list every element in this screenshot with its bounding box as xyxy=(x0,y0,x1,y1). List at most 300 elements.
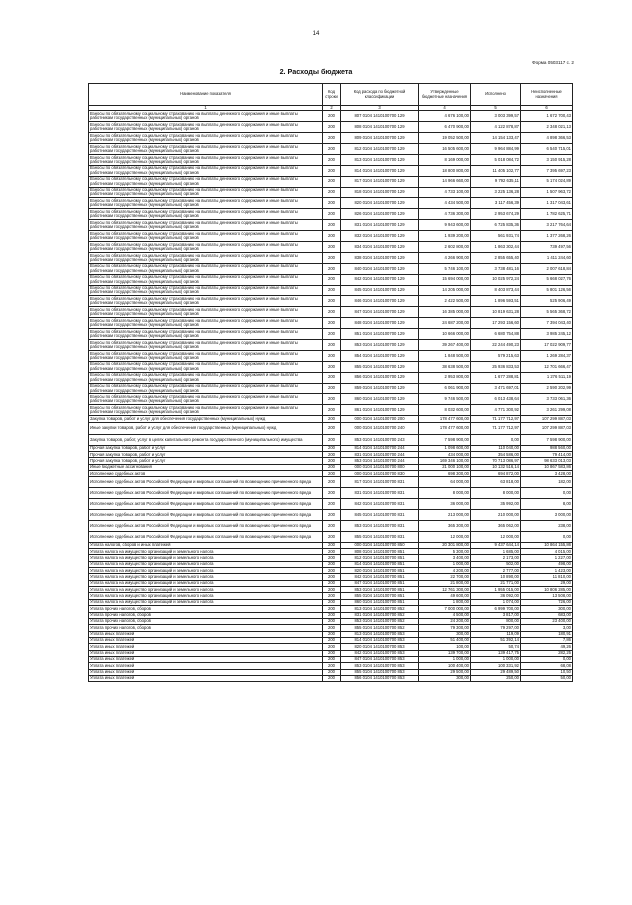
table-row xyxy=(89,383,573,394)
row-name: Взносы по обязательному социальному страхованию на выплаты денежного содержания и иные выплаты работникам государственных (муниципальных) органов xyxy=(89,111,323,122)
row-classification-code: 861 0104 1410100700 129 xyxy=(341,405,419,416)
row-unexecuted: 4 015,00 xyxy=(521,549,573,555)
row-line-code: 200 xyxy=(323,599,341,605)
row-classification-code: 855 0104 1410100700 853 xyxy=(341,669,419,675)
table-row xyxy=(89,488,573,499)
row-unexecuted: 683,00 xyxy=(521,612,573,618)
row-line-code: 200 xyxy=(323,510,341,521)
row-name: Уплата прочих налогов, сборов xyxy=(89,618,323,624)
row-line-code: 200 xyxy=(323,606,341,612)
table-body xyxy=(89,111,573,682)
row-approved: 64 000,00 xyxy=(419,477,471,488)
row-approved: 14 205 000,00 xyxy=(419,285,471,296)
row-line-code: 200 xyxy=(323,477,341,488)
row-name: Взносы по обязательному социальному страхованию на выплаты денежного содержания и иные выплаты работникам государственных (муниципальных) органов xyxy=(89,394,323,405)
row-unexecuted: 1 672 700,43 xyxy=(521,111,573,122)
row-unexecuted: 17 022 909,77 xyxy=(521,340,573,351)
row-executed: 210 000,00 xyxy=(471,510,521,521)
row-line-code: 200 xyxy=(323,542,341,548)
row-unexecuted: 10,50 xyxy=(521,669,573,675)
row-line-code: 200 xyxy=(323,555,341,561)
row-name: Взносы по обязательному социальному страхованию на выплаты денежного содержания и иные выплаты работникам государственных (муниципальных) органов xyxy=(89,296,323,307)
row-approved: 4 500,00 xyxy=(419,612,471,618)
table-row xyxy=(89,372,573,383)
table-row xyxy=(89,394,573,405)
row-name: Уплата налога на имущество организаций и земельного налога xyxy=(89,561,323,567)
row-approved: 5 746 100,00 xyxy=(419,263,471,274)
row-line-code: 200 xyxy=(323,165,341,176)
column-header-classification-code: Код расхода по бюджетной классификации xyxy=(341,84,419,106)
row-approved: 21 000 100,00 xyxy=(419,464,471,470)
row-classification-code: 834 0104 1410100700 129 xyxy=(341,241,419,252)
row-line-code: 200 xyxy=(323,405,341,416)
row-approved: 10 666 000,00 xyxy=(419,329,471,340)
row-line-code: 200 xyxy=(323,307,341,318)
row-name: Уплата налога на имущество организаций и земельного налога xyxy=(89,568,323,574)
row-name: Закупка товаров, работ, услуг в целях капитального ремонта государственного (муниципального) имущества xyxy=(89,434,323,445)
row-classification-code: 847 0104 1410100700 851 xyxy=(341,580,419,586)
row-unexecuted: 0,00 xyxy=(521,488,573,499)
row-name: Исполнение судебных актов Российской Федерации и мировых соглашений по возмещению причиненного вреда xyxy=(89,488,323,499)
row-unexecuted: 107 299 887,03 xyxy=(521,416,573,422)
row-line-code: 200 xyxy=(323,650,341,656)
row-executed: 1 677 288,81 xyxy=(471,372,521,383)
row-name: Прочая закупка товаров, работ и услуг xyxy=(89,452,323,458)
row-unexecuted: 5 801 126,56 xyxy=(521,285,573,296)
row-unexecuted: 1 507 963,72 xyxy=(521,187,573,198)
row-classification-code: 848 0104 1410100700 129 xyxy=(341,318,419,329)
row-line-code: 200 xyxy=(323,122,341,133)
row-approved: 24 687 200,00 xyxy=(419,318,471,329)
row-approved: 7 598 900,00 xyxy=(419,434,471,445)
column-number: 6 xyxy=(521,106,573,111)
row-executed: 354 586,00 xyxy=(471,452,521,458)
row-approved: 8 169 000,00 xyxy=(419,154,471,165)
row-approved: 4 736 300,00 xyxy=(419,209,471,220)
row-approved: 4 733 100,00 xyxy=(419,187,471,198)
table-row xyxy=(89,318,573,329)
row-line-code: 200 xyxy=(323,340,341,351)
row-classification-code: 855 0104 1410100700 831 xyxy=(341,531,419,542)
table-row xyxy=(89,154,573,165)
row-executed: 119,09 xyxy=(471,631,521,637)
page-number: 14 xyxy=(312,31,320,37)
row-executed: 35 992,00 xyxy=(471,499,521,510)
row-classification-code: 826 0104 1410100700 129 xyxy=(341,209,419,220)
row-name: Исполнение судебных актов Российской Федерации и мировых соглашений по возмещению причиненного вреда xyxy=(89,499,323,510)
table-row xyxy=(89,111,573,122)
table-row xyxy=(89,520,573,531)
table-row xyxy=(89,165,573,176)
row-executed: 3 003 399,57 xyxy=(471,111,521,122)
table-row xyxy=(89,231,573,242)
row-name: Уплата иных платежей xyxy=(89,637,323,643)
row-approved: 7 000 000,00 xyxy=(419,606,471,612)
row-approved: 22 700,00 xyxy=(419,574,471,580)
row-approved: 100 400,00 xyxy=(419,663,471,669)
row-unexecuted: 11 810,00 xyxy=(521,574,573,580)
row-unexecuted: 3 261 299,08 xyxy=(521,405,573,416)
row-approved: 178 477 600,00 xyxy=(419,416,471,422)
row-classification-code: 831 0104 1410100700 129 xyxy=(341,220,419,231)
row-approved: 15 694 000,00 xyxy=(419,274,471,285)
row-classification-code: 853 0104 1410100700 244 xyxy=(341,458,419,464)
row-approved: 3 400,00 xyxy=(419,555,471,561)
row-name: Взносы по обязательному социальному страхованию на выплаты денежного содержания и иные выплаты работникам государственных (муниципальных) органов xyxy=(89,187,323,198)
row-executed: 5 018 084,72 xyxy=(471,154,521,165)
row-executed: 365 062,00 xyxy=(471,520,521,531)
row-name: Взносы по обязательному социальному страхованию на выплаты денежного содержания и иные выплаты работникам государственных (муниципальных) органов xyxy=(89,122,323,133)
row-unexecuted: 2 007 618,84 xyxy=(521,263,573,274)
row-approved: 5 300,00 xyxy=(419,549,471,555)
column-header-name: Наименование показателя xyxy=(89,84,323,106)
row-line-code: 200 xyxy=(323,361,341,372)
row-approved: 29 500,00 xyxy=(419,669,471,675)
row-executed: 1 000,00 xyxy=(471,656,521,662)
table-row xyxy=(89,220,573,231)
row-name: Иные бюджетные ассигнования xyxy=(89,464,323,470)
row-classification-code: 855 0104 1410100700 129 xyxy=(341,361,419,372)
row-approved: 365 300,00 xyxy=(419,520,471,531)
table-row xyxy=(89,340,573,351)
table-row xyxy=(89,143,573,154)
row-name: Взносы по обязательному социальному страхованию на выплаты денежного содержания и иные выплаты работникам государственных (муниципальных) органов xyxy=(89,318,323,329)
row-executed: 3 225 136,28 xyxy=(471,187,521,198)
row-unexecuted: 7 394 043,40 xyxy=(521,318,573,329)
table-row xyxy=(89,187,573,198)
row-line-code: 200 xyxy=(323,675,341,681)
row-unexecuted: 180,91 xyxy=(521,631,573,637)
row-executed: 71 177 712,97 xyxy=(471,416,521,422)
row-line-code: 200 xyxy=(323,531,341,542)
table-row xyxy=(89,241,573,252)
row-name: Уплата прочих налогов, сборов xyxy=(89,612,323,618)
table-row xyxy=(89,531,573,542)
row-unexecuted: 10 806 285,00 xyxy=(521,587,573,593)
row-line-code: 200 xyxy=(323,488,341,499)
row-unexecuted: 282,25 xyxy=(521,650,573,656)
row-classification-code: 851 0104 1410100700 129 xyxy=(341,329,419,340)
row-classification-code: 847 0104 1410100700 129 xyxy=(341,307,419,318)
row-executed: 70 713 086,97 xyxy=(471,458,521,464)
column-header-executed: Исполнено xyxy=(471,84,521,106)
row-name: Взносы по обязательному социальному страхованию на выплаты денежного содержания и иные выплаты работникам государственных (муниципальных) органов xyxy=(89,307,323,318)
row-approved: 8 000,00 xyxy=(419,488,471,499)
header-row xyxy=(89,84,573,106)
column-number: 2 xyxy=(323,106,341,111)
row-unexecuted: 12 701 666,47 xyxy=(521,361,573,372)
row-name: Взносы по обязательному социальному страхованию на выплаты денежного содержания и иные выплаты работникам государственных (муниципальных) органов xyxy=(89,198,323,209)
row-unexecuted: 23 400,00 xyxy=(521,618,573,624)
row-executed: 50,74 xyxy=(471,644,521,650)
row-name: Взносы по обязательному социальному страхованию на выплаты денежного содержания и иные выплаты работникам государственных (муниципальных) органов xyxy=(89,165,323,176)
row-name: Уплата налога на имущество организаций и земельного налога xyxy=(89,555,323,561)
row-unexecuted: 498,00 xyxy=(521,561,573,567)
row-approved: 16 385 000,00 xyxy=(419,307,471,318)
row-executed: 139 417,75 xyxy=(471,650,521,656)
row-classification-code: 855 0104 1410100700 852 xyxy=(341,625,419,631)
row-unexecuted: 1 269 284,37 xyxy=(521,350,573,361)
row-line-code: 200 xyxy=(323,625,341,631)
row-line-code: 200 xyxy=(323,618,341,624)
row-approved: 1 848 500,00 xyxy=(419,350,471,361)
row-classification-code: 856 0104 1410100700 853 xyxy=(341,675,419,681)
row-unexecuted: 4 898 366,53 xyxy=(521,133,573,144)
row-classification-code: 842 0104 1410100700 129 xyxy=(341,274,419,285)
row-classification-code: 813 0104 1410100700 852 xyxy=(341,606,419,612)
row-name: Исполнение судебных актов Российской Федерации и мировых соглашений по возмещению причиненного вреда xyxy=(89,510,323,521)
row-classification-code: 000 0104 1410100700 200 xyxy=(341,416,419,422)
row-unexecuted: 3 985 245,12 xyxy=(521,329,573,340)
row-approved: 213 000,00 xyxy=(419,510,471,521)
row-executed: 2 777,00 xyxy=(471,568,521,574)
row-name: Уплата иных платежей xyxy=(89,644,323,650)
row-unexecuted: 726,00 xyxy=(521,599,573,605)
row-classification-code: 814 0104 1410100700 851 xyxy=(341,561,419,567)
row-approved: 21 800,00 xyxy=(419,580,471,586)
row-line-code: 200 xyxy=(323,231,341,242)
row-unexecuted: 3 000,00 xyxy=(521,510,573,521)
row-approved: 178 477 600,00 xyxy=(419,422,471,434)
row-unexecuted: 49,26 xyxy=(521,644,573,650)
row-line-code: 200 xyxy=(323,241,341,252)
row-classification-code: 845 0104 1410100700 831 xyxy=(341,510,419,521)
row-name: Взносы по обязательному социальному страхованию на выплаты денежного содержания и иные выплаты работникам государственных (муниципальных) органов xyxy=(89,209,323,220)
row-executed: 2 953 674,29 xyxy=(471,209,521,220)
row-executed: 1 863 302,44 xyxy=(471,241,521,252)
row-unexecuted: 3 217 764,64 xyxy=(521,220,573,231)
row-classification-code: 807 0104 1410100700 129 xyxy=(341,111,419,122)
row-name: Закупка товаров, работ и услуг для обеспечения государственных (муниципальных) нужд xyxy=(89,416,323,422)
row-approved: 14 966 660,00 xyxy=(419,176,471,187)
row-name: Взносы по обязательному социальному страхованию на выплаты денежного содержания и иные выплаты работникам государственных (муниципальных) органов xyxy=(89,329,323,340)
row-name: Уплата налогов, сборов и иных платежей xyxy=(89,542,323,548)
row-executed: 63 818,00 xyxy=(471,477,521,488)
row-approved: 4 266 900,00 xyxy=(419,252,471,263)
row-unexecuted: 107 299 887,03 xyxy=(521,422,573,434)
row-line-code: 200 xyxy=(323,154,341,165)
row-executed: 2 855 655,40 xyxy=(471,252,521,263)
row-unexecuted: 5 174 024,89 xyxy=(521,176,573,187)
row-unexecuted: 7,86 xyxy=(521,637,573,643)
table-row xyxy=(89,405,573,416)
row-executed: 4 122 878,87 xyxy=(471,122,521,133)
row-classification-code: 814 0104 1410100700 129 xyxy=(341,165,419,176)
row-executed: 29 489,50 xyxy=(471,669,521,675)
row-classification-code: 847 0104 1410100700 853 xyxy=(341,656,419,662)
row-executed: 51 392,14 xyxy=(471,637,521,643)
row-classification-code: 845 0104 1410100700 129 xyxy=(341,285,419,296)
row-approved: 6 061 900,00 xyxy=(419,383,471,394)
row-executed: 6 680 754,88 xyxy=(471,329,521,340)
row-line-code: 200 xyxy=(323,176,341,187)
row-line-code: 200 xyxy=(323,587,341,593)
row-line-code: 200 xyxy=(323,285,341,296)
row-line-code: 200 xyxy=(323,422,341,434)
row-name: Взносы по обязательному социальному страхованию на выплаты денежного содержания и иные выплаты работникам государственных (муниципальных) органов xyxy=(89,263,323,274)
row-name: Взносы по обязательному социальному страхованию на выплаты денежного содержания и иные выплаты работникам государственных (муниципальных) органов xyxy=(89,383,323,394)
row-executed: 1 896 593,51 xyxy=(471,296,521,307)
row-name: Взносы по обязательному социальному страхованию на выплаты денежного содержания и иные выплаты работникам государственных (муниципальных) органов xyxy=(89,176,323,187)
row-name: Прочая закупка товаров, работ и услуг xyxy=(89,458,323,464)
row-approved: 169 346 100,00 xyxy=(419,458,471,464)
row-classification-code: 813 0104 1410100700 129 xyxy=(341,154,419,165)
row-executed: 8 000,00 xyxy=(471,488,521,499)
row-executed: 694 872,00 xyxy=(471,471,521,477)
row-executed: 21 771,00 xyxy=(471,580,521,586)
row-approved: 4 434 500,00 xyxy=(419,198,471,209)
row-name: Прочая закупка товаров, работ и услуг xyxy=(89,445,323,451)
row-classification-code: 854 0104 1410100700 129 xyxy=(341,350,419,361)
row-name: Взносы по обязательному социальному страхованию на выплаты денежного содержания и иные выплаты работникам государственных (муниципальных) органов xyxy=(89,252,323,263)
row-executed: 0,00 xyxy=(471,434,521,445)
table-row xyxy=(89,350,573,361)
row-line-code: 200 xyxy=(323,274,341,285)
row-unexecuted: 2 348 021,13 xyxy=(521,122,573,133)
row-executed: 9 437 644,14 xyxy=(471,542,521,548)
row-unexecuted: 238,00 xyxy=(521,520,573,531)
row-classification-code: 860 0104 1410100700 129 xyxy=(341,394,419,405)
table-row xyxy=(89,296,573,307)
row-line-code: 200 xyxy=(323,471,341,477)
row-unexecuted: 6 540 715,01 xyxy=(521,143,573,154)
row-approved: 49 600,00 xyxy=(419,593,471,599)
row-approved: 4 676 100,00 xyxy=(419,111,471,122)
row-unexecuted: 1 411 244,60 xyxy=(521,252,573,263)
row-executed: 17 293 156,60 xyxy=(471,318,521,329)
row-approved: 4 200,00 xyxy=(419,568,471,574)
row-line-code: 200 xyxy=(323,568,341,574)
row-name: Уплата иных платежей xyxy=(89,631,323,637)
row-classification-code: 842 0104 1410100700 853 xyxy=(341,650,419,656)
row-classification-code: 817 0104 1410100700 129 xyxy=(341,176,419,187)
row-name: Уплата налога на имущество организаций и земельного налога xyxy=(89,580,323,586)
row-classification-code: 853 0104 1410100700 853 xyxy=(341,663,419,669)
row-unexecuted: 3,00 xyxy=(521,625,573,631)
row-line-code: 200 xyxy=(323,198,341,209)
row-executed: 10 890,00 xyxy=(471,574,521,580)
row-name: Уплата иных платежей xyxy=(89,656,323,662)
row-executed: 79 297,00 xyxy=(471,625,521,631)
row-approved: 38 638 500,00 xyxy=(419,361,471,372)
row-approved: 2 422 500,00 xyxy=(419,296,471,307)
row-name: Взносы по обязательному социальному страхованию на выплаты денежного содержания и иные выплаты работникам государственных (муниципальных) органов xyxy=(89,372,323,383)
row-name: Уплата налога на имущество организаций и земельного налога xyxy=(89,599,323,605)
row-line-code: 200 xyxy=(323,561,341,567)
row-executed: 12 000,00 xyxy=(471,531,521,542)
table-row xyxy=(89,329,573,340)
row-unexecuted: 79 414,00 xyxy=(521,452,573,458)
row-name: Взносы по обязательному социальному страхованию на выплаты денежного содержания и иные выплаты работникам государственных (муниципальных) органов xyxy=(89,274,323,285)
table-row xyxy=(89,133,573,144)
row-line-code: 200 xyxy=(323,329,341,340)
row-unexecuted: 3 733 061,36 xyxy=(521,394,573,405)
table-row xyxy=(89,252,573,263)
row-line-code: 200 xyxy=(323,593,341,599)
row-unexecuted: 1 317 043,61 xyxy=(521,198,573,209)
row-executed: 6 999 700,00 xyxy=(471,606,521,612)
row-approved: 2 602 800,00 xyxy=(419,241,471,252)
table-row xyxy=(89,122,573,133)
row-line-code: 200 xyxy=(323,644,341,650)
table-row xyxy=(89,422,573,434)
row-line-code: 200 xyxy=(323,549,341,555)
row-executed: 8 403 873,44 xyxy=(471,285,521,296)
row-classification-code: 832 0104 1410100700 129 xyxy=(341,231,419,242)
row-executed: 10 819 631,28 xyxy=(471,307,521,318)
row-executed: 22 244 490,23 xyxy=(471,340,521,351)
row-classification-code: 808 0104 1410100700 851 xyxy=(341,549,419,555)
row-approved: 300,00 xyxy=(419,675,471,681)
row-line-code: 200 xyxy=(323,318,341,329)
row-classification-code: 853 0104 1410100700 129 xyxy=(341,340,419,351)
row-approved: 12 761 300,00 xyxy=(419,587,471,593)
row-classification-code: 853 0104 1410100700 831 xyxy=(341,520,419,531)
row-approved: 79 300,00 xyxy=(419,625,471,631)
row-approved: 2 953 800,00 xyxy=(419,372,471,383)
column-number: 3 xyxy=(341,106,419,111)
row-classification-code: 818 0104 1410100700 129 xyxy=(341,187,419,198)
row-unexecuted: 98 633 013,03 xyxy=(521,458,573,464)
row-approved: 1 939 200,00 xyxy=(419,231,471,242)
row-name: Взносы по обязательному социальному страхованию на выплаты денежного содержания и иные выплаты работникам государственных (муниципальных) органов xyxy=(89,220,323,231)
row-classification-code: 814 0104 1410100700 853 xyxy=(341,637,419,643)
row-unexecuted: 5 668 027,76 xyxy=(521,274,573,285)
row-classification-code: 814 0104 1410100700 244 xyxy=(341,445,419,451)
row-line-code: 200 xyxy=(323,499,341,510)
table-row xyxy=(89,361,573,372)
row-approved: 9 943 600,00 xyxy=(419,220,471,231)
row-unexecuted: 13 508,00 xyxy=(521,593,573,599)
row-classification-code: 817 0104 1410100700 831 xyxy=(341,477,419,488)
row-classification-code: 831 0104 1410100700 852 xyxy=(341,612,419,618)
row-line-code: 200 xyxy=(323,434,341,445)
row-classification-code: 853 0104 1410100700 852 xyxy=(341,618,419,624)
row-executed: 579 215,63 xyxy=(471,350,521,361)
row-name: Взносы по обязательному социальному страхованию на выплаты денежного содержания и иные выплаты работникам государственных (муниципальных) органов xyxy=(89,154,323,165)
row-name: Взносы по обязательному социальному страхованию на выплаты денежного содержания и иные выплаты работникам государственных (муниципальных) органов xyxy=(89,361,323,372)
row-approved: 51 400,00 xyxy=(419,637,471,643)
row-executed: 71 177 712,97 xyxy=(471,422,521,434)
expenses-table xyxy=(88,83,573,682)
row-unexecuted: 182,00 xyxy=(521,477,573,488)
row-line-code: 200 xyxy=(323,187,341,198)
row-unexecuted: 300,00 xyxy=(521,606,573,612)
row-name: Взносы по обязательному социальному страхованию на выплаты денежного содержания и иные выплаты работникам государственных (муниципальных) органов xyxy=(89,231,323,242)
row-classification-code: 000 0104 1410100700 800 xyxy=(341,464,419,470)
row-approved: 9 746 500,00 xyxy=(419,394,471,405)
row-line-code: 200 xyxy=(323,520,341,531)
row-approved: 1 000,00 xyxy=(419,561,471,567)
row-executed: 6 013 438,64 xyxy=(471,394,521,405)
row-unexecuted: 8,00 xyxy=(521,499,573,510)
row-executed: 6 725 835,36 xyxy=(471,220,521,231)
row-executed: 3 817,00 xyxy=(471,612,521,618)
table-row xyxy=(89,176,573,187)
row-executed: 1 955 015,00 xyxy=(471,587,521,593)
row-unexecuted: 68,08 xyxy=(521,663,573,669)
row-unexecuted: 3 150 915,28 xyxy=(521,154,573,165)
row-name: Уплата прочих налогов, сборов xyxy=(89,625,323,631)
row-unexecuted: 1 782 625,71 xyxy=(521,209,573,220)
row-name: Уплата налога на имущество организаций и земельного налога xyxy=(89,549,323,555)
row-executed: 502,00 xyxy=(471,561,521,567)
row-unexecuted: 3 428,00 xyxy=(521,471,573,477)
row-approved: 100,00 xyxy=(419,644,471,650)
row-executed: 3 738 481,16 xyxy=(471,263,521,274)
row-executed: 3 471 697,01 xyxy=(471,383,521,394)
row-unexecuted: 7 395 697,23 xyxy=(521,165,573,176)
